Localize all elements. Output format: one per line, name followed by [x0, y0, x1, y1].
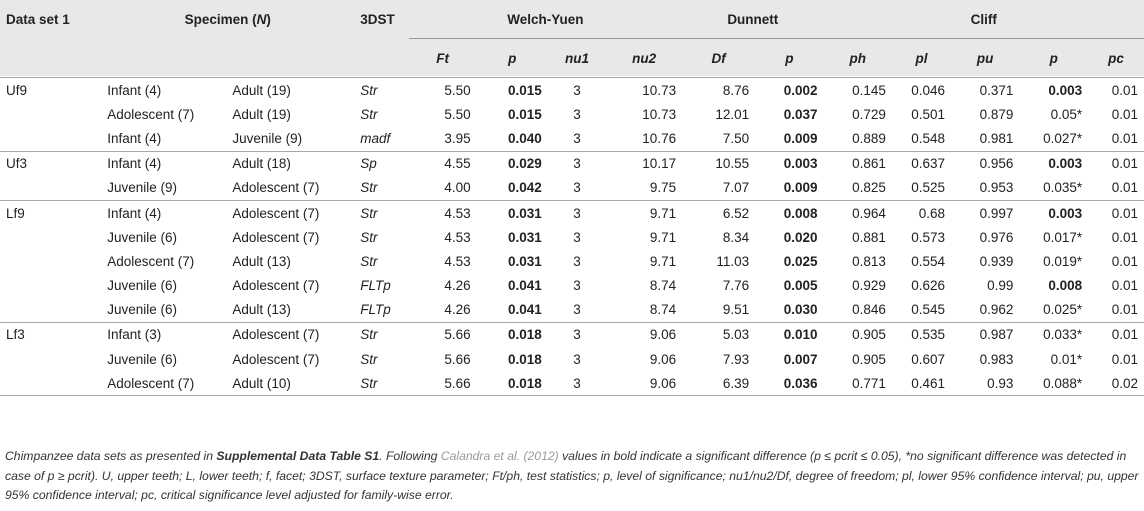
pu-cell: 0.99 [987, 278, 1014, 294]
dst-cell: FLTp [360, 278, 391, 294]
pl-cell: 0.525 [911, 180, 945, 196]
df-cell: 12.01 [715, 106, 750, 122]
header-row-2 [0, 39, 1144, 78]
pc-cell: 0.01 [1088, 151, 1144, 176]
pu-cell: 0.879 [979, 106, 1014, 122]
cliff-p-cell: 0.025* [1043, 302, 1083, 318]
table-row [0, 347, 1144, 371]
pl-cell: 0.573 [911, 229, 945, 245]
ph-cell: 0.813 [852, 253, 886, 269]
welch-p-cell: 0.029 [477, 151, 548, 176]
df-cell: 5.03 [682, 322, 755, 347]
dataset-cell [0, 371, 101, 396]
pu-cell: 0.93 [951, 371, 1019, 396]
table-row [0, 371, 1144, 396]
subheader-nu2: nu2 [632, 50, 657, 66]
nu2-cell: 10.17 [606, 151, 682, 176]
welch-p-cell: 0.041 [508, 302, 542, 318]
pc-cell: 0.01 [1111, 278, 1138, 294]
ph-cell: 0.846 [852, 302, 886, 318]
ph-cell: 0.729 [852, 106, 886, 122]
pl-cell: 0.607 [911, 351, 945, 367]
table-row [0, 249, 1144, 273]
ft-cell: 4.53 [409, 200, 477, 225]
table-footnote: Chimpanzee data sets as presented in Supplemental Data Table S1. Following Calandra et al. (2012) values in bold indicate a significant difference (p ≤ pcrit ≤ 0.05), *no significant difference was detected in case of p ≥ pcrit). U, upper teeth; L, lower teeth; f, facet; 3DST, surface texture parameter; Ft/ph, test statistics; p, level of significance; nu1/nu2/Df, degree of freedom; pl, lower 95% confidence interval; pu, upper 95% confidence interval; pc, critical significance level adjusted for family-wise error. [5, 449, 1139, 502]
dst-cell: Str [360, 351, 378, 367]
dunnett-p-cell: 0.037 [783, 106, 818, 122]
ph-cell: 0.889 [852, 130, 886, 146]
welch-p-cell: 0.041 [508, 278, 542, 294]
ph-cell: 0.905 [824, 322, 892, 347]
pu-cell: 0.371 [951, 78, 1019, 103]
dst-cell: Str [354, 78, 408, 103]
specimen-a-cell: Juvenile (9) [107, 180, 177, 196]
dataset-cell: Uf9 [0, 78, 101, 103]
ph-cell: 0.905 [852, 351, 886, 367]
table-row [0, 126, 1144, 151]
nu2-cell: 10.73 [606, 78, 682, 103]
pc-cell: 0.01 [1088, 322, 1144, 347]
dst-cell: Str [354, 322, 408, 347]
nu2-cell: 9.75 [649, 180, 677, 196]
nu1-cell: 3 [573, 278, 581, 294]
welch-p-cell: 0.031 [508, 229, 542, 245]
pl-cell: 0.637 [892, 151, 951, 176]
nu2-cell: 9.71 [649, 229, 677, 245]
specimen-b-cell: Adolescent (7) [226, 200, 354, 225]
pu-cell: 0.983 [979, 351, 1014, 367]
dst-cell: Str [360, 229, 378, 245]
ft-cell: 5.66 [444, 351, 471, 367]
dataset-cell: Uf3 [0, 151, 101, 176]
pu-cell: 0.981 [979, 130, 1014, 146]
specimen-b-cell: Adult (18) [226, 151, 354, 176]
nu1-cell: 3 [573, 180, 581, 196]
specimen-a-cell: Juvenile (6) [107, 302, 177, 318]
pu-cell: 0.997 [951, 200, 1019, 225]
cliff-p-cell: 0.003 [1019, 200, 1088, 225]
dataset-cell [0, 126, 101, 151]
table-row [0, 102, 1144, 126]
table-row [0, 176, 1144, 201]
cliff-p-cell: 0.035* [1043, 180, 1083, 196]
dst-cell: Sp [354, 151, 408, 176]
dunnett-p-cell: 0.009 [783, 130, 818, 146]
pu-cell: 0.956 [951, 151, 1019, 176]
subheader-pu: pu [976, 50, 994, 66]
df-cell: 6.39 [682, 371, 755, 396]
welch-p-cell: 0.031 [508, 253, 542, 269]
ph-cell: 0.145 [824, 78, 892, 103]
subheader-ph: ph [849, 50, 866, 66]
welch-p-cell: 0.042 [508, 180, 542, 196]
specimen-a-cell: Infant (4) [107, 130, 162, 146]
col-header-specimen: Specimen (N) [184, 11, 271, 27]
pc-cell: 0.01 [1111, 351, 1138, 367]
specimen-b-cell: Adult (13) [232, 302, 291, 318]
nu1-cell: 3 [573, 106, 581, 122]
nu2-cell: 8.74 [649, 302, 677, 318]
df-cell: 10.55 [682, 151, 755, 176]
pc-cell: 0.01 [1111, 180, 1138, 196]
nu1-cell: 3 [548, 371, 606, 396]
ft-cell: 4.53 [444, 229, 471, 245]
specimen-b-cell: Adolescent (7) [232, 180, 320, 196]
dataset-cell [0, 298, 101, 323]
pu-cell: 0.953 [979, 180, 1014, 196]
nu1-cell: 3 [548, 78, 606, 103]
dataset-cell [0, 176, 101, 201]
nu2-cell: 10.73 [642, 106, 677, 122]
dataset-cell: Lf3 [0, 322, 101, 347]
pu-cell: 0.939 [979, 253, 1014, 269]
subheader-cliff-p: p [1049, 50, 1058, 66]
dunnett-p-cell: 0.030 [783, 302, 818, 318]
nu1-cell: 3 [548, 322, 606, 347]
nu2-cell: 9.06 [606, 371, 682, 396]
pc-cell: 0.01 [1088, 200, 1144, 225]
cliff-p-cell: 0.05* [1050, 106, 1083, 122]
specimen-b-cell: Adolescent (7) [232, 278, 320, 294]
col-header-dunnett: Dunnett [682, 0, 823, 39]
subheader-nu1: nu1 [565, 50, 590, 66]
df-cell: 8.76 [682, 78, 755, 103]
specimen-b-cell: Adolescent (7) [232, 229, 320, 245]
ft-cell: 5.66 [409, 371, 477, 396]
dunnett-p-cell: 0.005 [783, 278, 818, 294]
specimen-b-cell: Adolescent (7) [232, 351, 320, 367]
df-cell: 7.93 [722, 351, 750, 367]
pu-cell: 0.987 [951, 322, 1019, 347]
pl-cell: 0.535 [892, 322, 951, 347]
dataset-cell: Lf9 [0, 200, 101, 225]
nu1-cell: 3 [573, 130, 581, 146]
dataset-cell [0, 249, 101, 273]
table-row [0, 200, 1144, 225]
nu1-cell: 3 [548, 151, 606, 176]
subheader-welch-p: p [508, 50, 517, 66]
pl-cell: 0.545 [911, 302, 945, 318]
ft-cell: 3.95 [444, 130, 471, 146]
cliff-p-cell: 0.017* [1043, 229, 1083, 245]
pl-cell: 0.626 [911, 278, 945, 294]
pc-cell: 0.01 [1111, 106, 1138, 122]
dunnett-p-cell: 0.003 [755, 151, 823, 176]
dataset-cell [0, 102, 101, 126]
ft-cell: 4.53 [444, 253, 471, 269]
pc-cell: 0.01 [1088, 78, 1144, 103]
ph-cell: 0.881 [852, 229, 886, 245]
welch-p-cell: 0.031 [477, 200, 548, 225]
nu2-cell: 10.76 [642, 130, 677, 146]
pu-cell: 0.962 [979, 302, 1014, 318]
specimen-a-cell: Infant (4) [101, 151, 226, 176]
nu1-cell: 3 [548, 200, 606, 225]
ft-cell: 4.26 [444, 278, 471, 294]
dst-cell: Str [360, 180, 378, 196]
df-cell: 7.50 [722, 130, 750, 146]
specimen-b-cell: Adult (10) [226, 371, 354, 396]
col-header-3dst: 3DST [360, 11, 395, 27]
pl-cell: 0.548 [911, 130, 945, 146]
ft-cell: 4.26 [444, 302, 471, 318]
cliff-p-cell: 0.003 [1019, 78, 1088, 103]
pc-cell: 0.01 [1111, 253, 1138, 269]
col-header-welch-yuen: Welch-Yuen [409, 0, 682, 39]
dunnett-p-cell: 0.009 [783, 180, 818, 196]
nu2-cell: 9.71 [606, 200, 682, 225]
dst-cell: Str [360, 106, 378, 122]
specimen-a-cell: Adolescent (7) [101, 371, 226, 396]
specimen-a-cell: Adolescent (7) [107, 253, 195, 269]
dunnett-p-cell: 0.036 [755, 371, 823, 396]
ph-cell: 0.964 [824, 200, 892, 225]
table-body [0, 78, 1144, 396]
subheader-df: Df [711, 50, 726, 66]
dunnett-p-cell: 0.002 [755, 78, 823, 103]
nu1-cell: 3 [573, 351, 581, 367]
specimen-a-cell: Infant (4) [101, 78, 226, 103]
ph-cell: 0.929 [852, 278, 886, 294]
ph-cell: 0.825 [852, 180, 886, 196]
specimen-b-cell: Adult (19) [226, 78, 354, 103]
nu2-cell: 9.06 [649, 351, 677, 367]
nu2-cell: 8.74 [649, 278, 677, 294]
specimen-a-cell: Adolescent (7) [107, 106, 195, 122]
ph-cell: 0.771 [824, 371, 892, 396]
table-row [0, 274, 1144, 298]
specimen-b-cell: Adult (19) [232, 106, 291, 122]
dst-cell: Str [360, 253, 378, 269]
ft-cell: 5.50 [409, 78, 477, 103]
citation-link[interactable]: Calandra et al. (2012) [440, 449, 559, 463]
dst-cell: madf [360, 130, 391, 146]
dunnett-p-cell: 0.008 [755, 200, 823, 225]
nu1-cell: 3 [573, 302, 581, 318]
dataset-cell [0, 225, 101, 249]
table-row [0, 322, 1144, 347]
nu1-cell: 3 [573, 229, 581, 245]
welch-p-cell: 0.040 [508, 130, 542, 146]
subheader-ft: Ft [436, 50, 450, 66]
subheader-pc: pc [1108, 50, 1124, 66]
ft-cell: 4.55 [409, 151, 477, 176]
dunnett-p-cell: 0.007 [783, 351, 818, 367]
welch-p-cell: 0.015 [508, 106, 542, 122]
dunnett-p-cell: 0.020 [783, 229, 818, 245]
df-cell: 7.07 [722, 180, 750, 196]
df-cell: 11.03 [716, 253, 750, 269]
specimen-a-cell: Infant (4) [101, 200, 226, 225]
df-cell: 6.52 [682, 200, 755, 225]
dunnett-p-cell: 0.025 [783, 253, 818, 269]
specimen-a-cell: Juvenile (6) [107, 351, 177, 367]
dst-cell: Str [354, 371, 408, 396]
nu2-cell: 9.06 [606, 322, 682, 347]
pu-cell: 0.976 [979, 229, 1014, 245]
cliff-p-cell: 0.019* [1043, 253, 1083, 269]
cliff-p-cell: 0.027* [1043, 130, 1083, 146]
specimen-a-cell: Infant (3) [101, 322, 226, 347]
df-cell: 9.51 [722, 302, 750, 318]
ft-cell: 5.50 [444, 106, 471, 122]
welch-p-cell: 0.018 [508, 351, 542, 367]
cliff-p-cell: 0.033* [1019, 322, 1088, 347]
header-row-1 [0, 0, 1144, 39]
table-row [0, 78, 1144, 103]
specimen-a-cell: Juvenile (6) [107, 229, 177, 245]
pl-cell: 0.501 [911, 106, 945, 122]
pl-cell: 0.68 [892, 200, 951, 225]
dataset-cell [0, 347, 101, 371]
dataset-cell [0, 274, 101, 298]
pl-cell: 0.461 [892, 371, 951, 396]
pc-cell: 0.01 [1111, 130, 1138, 146]
welch-p-cell: 0.018 [477, 371, 548, 396]
subheader-dunnett-p: p [785, 50, 794, 66]
table-row [0, 225, 1144, 249]
specimen-b-cell: Juvenile (9) [232, 130, 303, 146]
nu2-cell: 9.71 [649, 253, 677, 269]
ft-cell: 5.66 [409, 322, 477, 347]
cliff-p-cell: 0.088* [1019, 371, 1088, 396]
welch-p-cell: 0.018 [477, 322, 548, 347]
dunnett-p-cell: 0.010 [755, 322, 823, 347]
df-cell: 8.34 [722, 229, 750, 245]
subheader-pl: pl [915, 50, 928, 66]
specimen-a-cell: Juvenile (6) [107, 278, 177, 294]
welch-p-cell: 0.015 [477, 78, 548, 103]
specimen-b-cell: Adult (13) [232, 253, 291, 269]
col-header-cliff: Cliff [824, 0, 1144, 39]
ft-cell: 4.00 [444, 180, 471, 196]
cliff-p-cell: 0.003 [1019, 151, 1088, 176]
nu1-cell: 3 [573, 253, 581, 269]
dst-cell: FLTp [360, 302, 391, 318]
pc-cell: 0.01 [1111, 302, 1138, 318]
pl-cell: 0.554 [911, 253, 945, 269]
table-row [0, 298, 1144, 323]
table-row [0, 151, 1144, 176]
pc-cell: 0.01 [1111, 229, 1138, 245]
col-header-dataset: Data set 1 [6, 11, 70, 27]
pl-cell: 0.046 [892, 78, 951, 103]
dst-cell: Str [354, 200, 408, 225]
cliff-p-cell: 0.008 [1048, 278, 1083, 294]
df-cell: 7.76 [722, 278, 750, 294]
ph-cell: 0.861 [824, 151, 892, 176]
specimen-b-cell: Adolescent (7) [226, 322, 354, 347]
pc-cell: 0.02 [1088, 371, 1144, 396]
cliff-p-cell: 0.01* [1050, 351, 1083, 367]
